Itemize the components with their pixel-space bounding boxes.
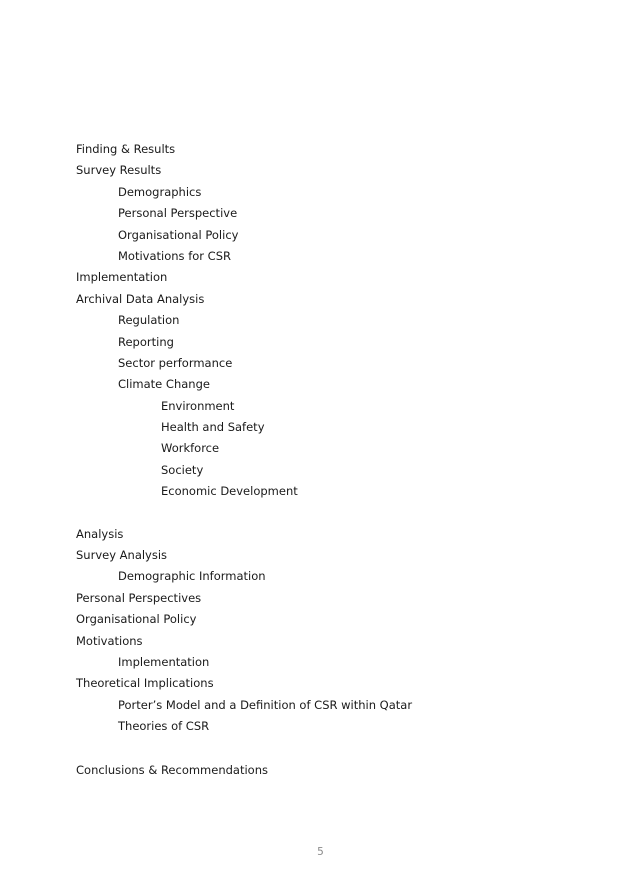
toc-entry: Personal Perspectives xyxy=(76,590,202,605)
toc-entry: Analysis xyxy=(76,526,124,541)
toc-entry: Survey Analysis xyxy=(76,548,168,563)
toc-entry: Finding & Results xyxy=(76,142,176,156)
toc-entry: Implementation xyxy=(76,270,168,285)
toc-entry: Motivations xyxy=(76,633,143,648)
toc-entry: Motivations for CSR xyxy=(118,248,231,263)
toc-entry: Environment xyxy=(161,398,235,413)
page-number-text: 5 xyxy=(317,846,324,858)
toc-entry: Implementation xyxy=(118,654,210,669)
toc-entry: Demographics xyxy=(118,184,202,199)
toc-entry: Sector performance xyxy=(118,355,233,370)
section-spacer xyxy=(0,503,638,524)
toc-entry: Workforce xyxy=(161,441,220,456)
toc-section-conclusions xyxy=(0,760,638,781)
toc-entry: Health and Safety xyxy=(161,420,265,435)
toc-entry: Reporting xyxy=(118,334,174,349)
toc-entry: Conclusions & Recommendations xyxy=(76,762,268,777)
toc-entry: Porter’s Model and a Definition of CSR within Qatar xyxy=(118,697,413,712)
toc-entry: Regulation xyxy=(118,313,180,328)
toc-entry: Theoretical Implications xyxy=(76,676,214,691)
toc-entry: Climate Change xyxy=(118,377,210,392)
toc-entry: Demographic Information xyxy=(118,569,266,584)
toc-entry: Survey Results xyxy=(76,163,162,178)
table-of-contents xyxy=(0,139,638,781)
toc-entry: Personal Perspective xyxy=(118,206,238,221)
toc-entry: Economic Development xyxy=(161,484,298,499)
toc-entry: Archival Data Analysis xyxy=(76,291,205,306)
toc-entry: Organisational Policy xyxy=(118,227,239,242)
toc-entry: Organisational Policy xyxy=(76,612,197,627)
toc-section-findings xyxy=(0,139,638,503)
toc-entry: Theories of CSR xyxy=(118,719,210,734)
page-number xyxy=(0,846,638,858)
toc-entry: Society xyxy=(161,462,204,477)
section-spacer xyxy=(0,738,638,760)
toc-section-analysis xyxy=(0,524,638,738)
